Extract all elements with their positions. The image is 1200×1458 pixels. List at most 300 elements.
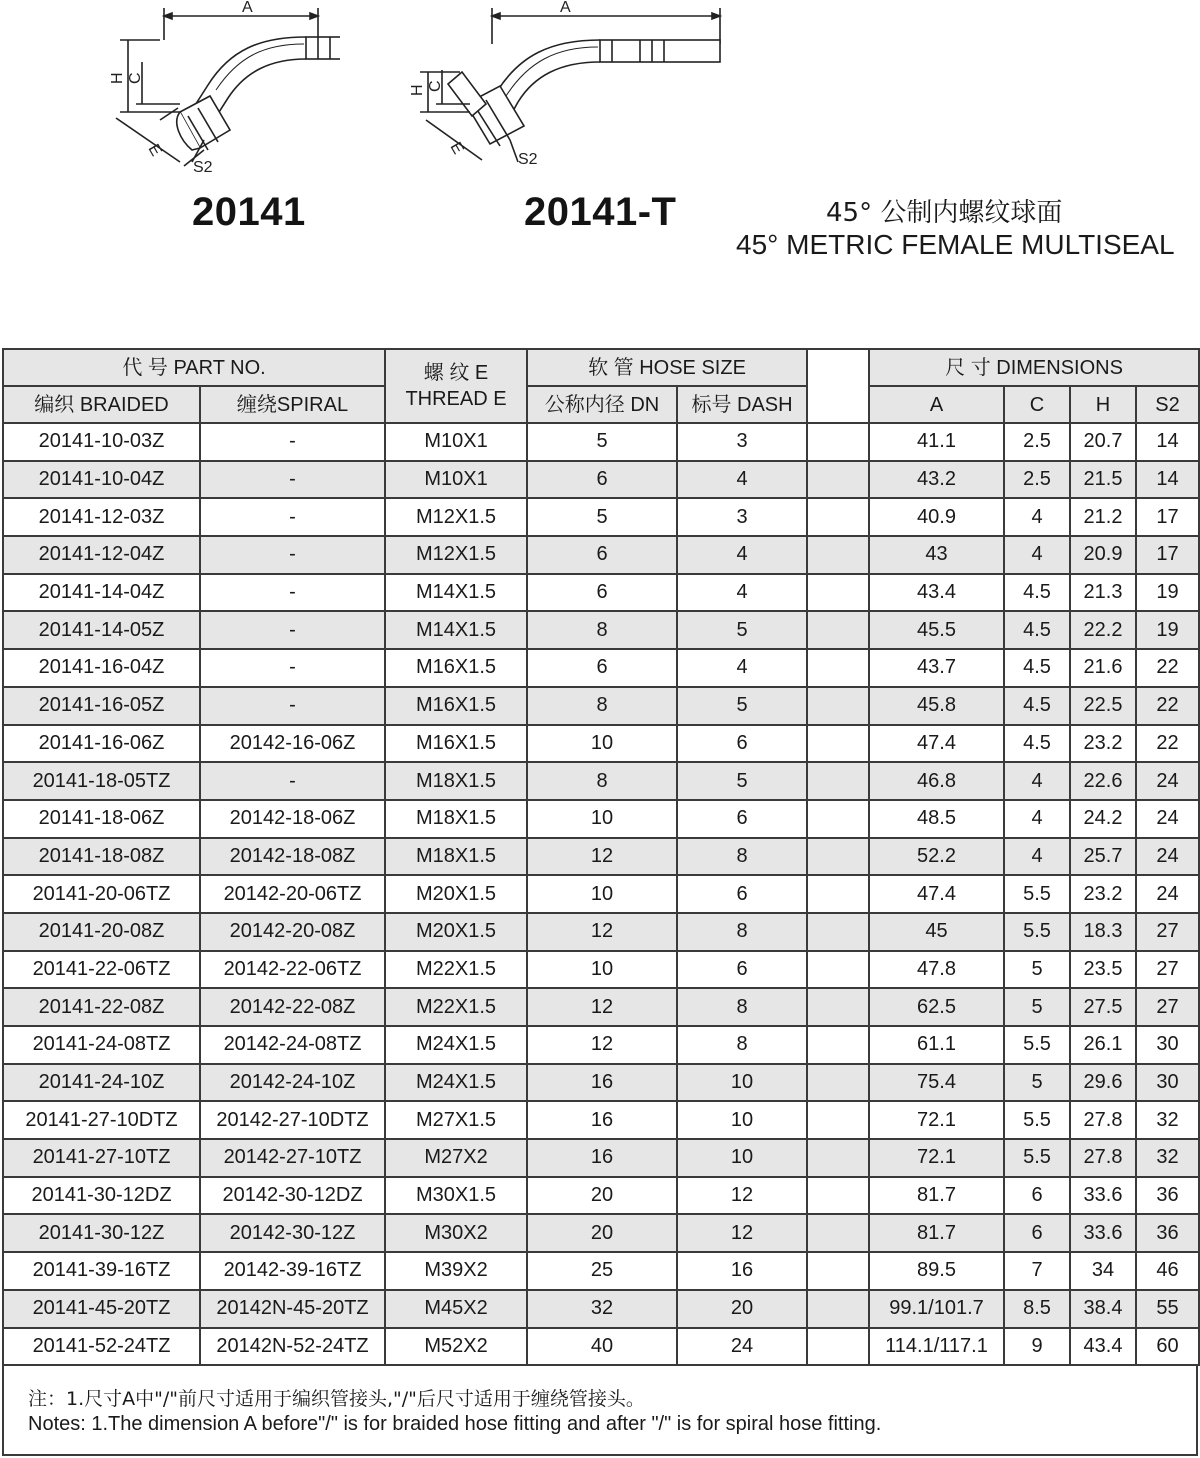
cell-h: 22.5	[1070, 687, 1136, 725]
cell-dn: 16	[527, 1139, 677, 1177]
cell-dash: 5	[677, 687, 807, 725]
cell-spiral: 20142N-52-24TZ	[200, 1328, 385, 1366]
cell-thread: M52X2	[385, 1328, 527, 1366]
spec-table	[2, 348, 1200, 1366]
cell-spiral: 20142-18-08Z	[200, 838, 385, 876]
table-row	[3, 1290, 1199, 1328]
cell-dash: 4	[677, 461, 807, 499]
cell-dn: 8	[527, 611, 677, 649]
cell-braided: 20141-18-05TZ	[3, 762, 200, 800]
cell-h: 21.2	[1070, 498, 1136, 536]
cell-dash: 24	[677, 1328, 807, 1366]
cell-dn: 16	[527, 1101, 677, 1139]
table-row	[3, 536, 1199, 574]
fitting-drawing-20141	[80, 0, 340, 185]
header-dimensions: 尺 寸 DIMENSIONS	[869, 349, 1199, 386]
cell-c: 4	[1004, 498, 1070, 536]
cell-c: 8.5	[1004, 1290, 1070, 1328]
cell-s2: 17	[1136, 536, 1199, 574]
cell-spiral: -	[200, 461, 385, 499]
dim-label-c: C	[127, 72, 144, 84]
cell-c: 5.5	[1004, 1101, 1070, 1139]
table-row	[3, 1252, 1199, 1290]
cell-thread: M24X1.5	[385, 1026, 527, 1064]
header-dash: 标号 DASH	[677, 386, 807, 423]
table-row	[3, 951, 1199, 989]
cell-braided: 20141-20-08Z	[3, 913, 200, 951]
blank-cell	[807, 574, 869, 612]
cell-braided: 20141-16-06Z	[3, 725, 200, 763]
dim-label-a: A	[560, 0, 571, 16]
cell-a: 43.7	[869, 649, 1004, 687]
cell-dash: 5	[677, 762, 807, 800]
cell-a: 89.5	[869, 1252, 1004, 1290]
blank-cell	[807, 498, 869, 536]
cell-spiral: 20142-16-06Z	[200, 725, 385, 763]
dim-label-c: C	[427, 80, 444, 92]
cell-s2: 22	[1136, 725, 1199, 763]
cell-c: 4.5	[1004, 611, 1070, 649]
cell-a: 41.1	[869, 423, 1004, 461]
blank-cell	[807, 838, 869, 876]
cell-s2: 55	[1136, 1290, 1199, 1328]
cell-thread: M20X1.5	[385, 875, 527, 913]
table-row	[3, 762, 1199, 800]
cell-dn: 5	[527, 423, 677, 461]
cell-h: 38.4	[1070, 1290, 1136, 1328]
cell-braided: 20141-10-03Z	[3, 423, 200, 461]
cell-spiral: -	[200, 687, 385, 725]
blank-cell	[807, 423, 869, 461]
dim-label-h: H	[109, 72, 126, 84]
cell-h: 21.6	[1070, 649, 1136, 687]
cell-a: 47.8	[869, 951, 1004, 989]
cell-braided: 20141-24-10Z	[3, 1064, 200, 1102]
cell-dash: 3	[677, 498, 807, 536]
dim-label-e: E	[446, 139, 467, 158]
cell-h: 22.6	[1070, 762, 1136, 800]
table-row	[3, 1101, 1199, 1139]
cell-spiral: -	[200, 498, 385, 536]
table-row	[3, 1214, 1199, 1252]
cell-thread: M14X1.5	[385, 611, 527, 649]
cell-a: 81.7	[869, 1214, 1004, 1252]
cell-dash: 20	[677, 1290, 807, 1328]
cell-dash: 16	[677, 1252, 807, 1290]
cell-thread: M39X2	[385, 1252, 527, 1290]
cell-s2: 32	[1136, 1139, 1199, 1177]
cell-braided: 20141-16-05Z	[3, 687, 200, 725]
cell-s2: 60	[1136, 1328, 1199, 1366]
cell-s2: 22	[1136, 649, 1199, 687]
blank-cell	[807, 725, 869, 763]
table-row	[3, 800, 1199, 838]
cell-dash: 4	[677, 536, 807, 574]
cell-s2: 30	[1136, 1064, 1199, 1102]
blank-cell	[807, 461, 869, 499]
cell-a: 75.4	[869, 1064, 1004, 1102]
cell-dn: 6	[527, 574, 677, 612]
blank-cell	[807, 951, 869, 989]
cell-dn: 12	[527, 838, 677, 876]
cell-c: 4	[1004, 536, 1070, 574]
cell-s2: 36	[1136, 1177, 1199, 1215]
cell-thread: M10X1	[385, 461, 527, 499]
cell-a: 47.4	[869, 725, 1004, 763]
header-spiral: 缠绕SPIRAL	[200, 386, 385, 423]
table-row	[3, 1064, 1199, 1102]
cell-h: 27.5	[1070, 988, 1136, 1026]
blank-cell	[807, 611, 869, 649]
cell-spiral: 20142-20-06TZ	[200, 875, 385, 913]
dim-label-s2: S2	[193, 159, 213, 176]
cell-dn: 20	[527, 1177, 677, 1215]
cell-thread: M20X1.5	[385, 913, 527, 951]
cell-dash: 8	[677, 913, 807, 951]
cell-thread: M27X2	[385, 1139, 527, 1177]
blank-cell	[807, 913, 869, 951]
cell-h: 29.6	[1070, 1064, 1136, 1102]
cell-dash: 8	[677, 988, 807, 1026]
cell-h: 20.9	[1070, 536, 1136, 574]
cell-a: 52.2	[869, 838, 1004, 876]
header-dn: 公称内径 DN	[527, 386, 677, 423]
table-row	[3, 1026, 1199, 1064]
cell-thread: M45X2	[385, 1290, 527, 1328]
cell-a: 81.7	[869, 1177, 1004, 1215]
cell-c: 6	[1004, 1214, 1070, 1252]
cell-dash: 12	[677, 1214, 807, 1252]
cell-c: 4	[1004, 800, 1070, 838]
cell-dash: 12	[677, 1177, 807, 1215]
cell-s2: 14	[1136, 461, 1199, 499]
blank-cell	[807, 800, 869, 838]
cell-spiral: -	[200, 423, 385, 461]
cell-dash: 6	[677, 800, 807, 838]
cell-dn: 8	[527, 762, 677, 800]
cell-h: 34	[1070, 1252, 1136, 1290]
cell-s2: 27	[1136, 913, 1199, 951]
cell-s2: 14	[1136, 423, 1199, 461]
cell-c: 5.5	[1004, 1026, 1070, 1064]
cell-spiral: 20142-24-10Z	[200, 1064, 385, 1102]
fitting-drawing-20141-t	[400, 0, 730, 185]
cell-c: 2.5	[1004, 423, 1070, 461]
cell-h: 26.1	[1070, 1026, 1136, 1064]
blank-cell	[807, 1214, 869, 1252]
cell-h: 33.6	[1070, 1214, 1136, 1252]
cell-spiral: 20142-27-10TZ	[200, 1139, 385, 1177]
cell-braided: 20141-22-06TZ	[3, 951, 200, 989]
cell-dn: 12	[527, 988, 677, 1026]
cell-h: 25.7	[1070, 838, 1136, 876]
blank-cell	[807, 988, 869, 1026]
cell-thread: M18X1.5	[385, 800, 527, 838]
cell-dash: 4	[677, 574, 807, 612]
blank-cell	[807, 1064, 869, 1102]
cell-h: 20.7	[1070, 423, 1136, 461]
blank-cell	[807, 1101, 869, 1139]
cell-braided: 20141-12-03Z	[3, 498, 200, 536]
cell-thread: M12X1.5	[385, 498, 527, 536]
blank-cell	[807, 1177, 869, 1215]
cell-dn: 32	[527, 1290, 677, 1328]
cell-h: 24.2	[1070, 800, 1136, 838]
table-row	[3, 687, 1199, 725]
cell-dash: 8	[677, 1026, 807, 1064]
header-braided: 编织 BRAIDED	[3, 386, 200, 423]
header-thread-en: THREAD E	[405, 388, 507, 410]
cell-c: 9	[1004, 1328, 1070, 1366]
cell-spiral: 20142-22-06TZ	[200, 951, 385, 989]
cell-s2: 30	[1136, 1026, 1199, 1064]
cell-braided: 20141-39-16TZ	[3, 1252, 200, 1290]
note-en: Notes: 1.The dimension A before"/" is for braided hose fitting and after "/" is for spiral hose fitting.	[28, 1413, 882, 1435]
table-row	[3, 988, 1199, 1026]
cell-thread: M10X1	[385, 423, 527, 461]
table-row	[3, 611, 1199, 649]
cell-c: 4.5	[1004, 687, 1070, 725]
blank-cell	[807, 875, 869, 913]
cell-s2: 36	[1136, 1214, 1199, 1252]
cell-c: 5.5	[1004, 913, 1070, 951]
cell-a: 46.8	[869, 762, 1004, 800]
cell-a: 43.4	[869, 574, 1004, 612]
cell-dn: 6	[527, 461, 677, 499]
blank-cell	[807, 687, 869, 725]
dim-label-s2: S2	[518, 151, 538, 168]
cell-dn: 5	[527, 498, 677, 536]
cell-dash: 4	[677, 649, 807, 687]
cell-dn: 10	[527, 875, 677, 913]
cell-h: 27.8	[1070, 1139, 1136, 1177]
cell-spiral: -	[200, 536, 385, 574]
cell-s2: 17	[1136, 498, 1199, 536]
cell-h: 21.5	[1070, 461, 1136, 499]
header-blank	[807, 349, 869, 423]
cell-thread: M30X1.5	[385, 1177, 527, 1215]
table-row	[3, 1177, 1199, 1215]
cell-h: 33.6	[1070, 1177, 1136, 1215]
cell-s2: 27	[1136, 988, 1199, 1026]
cell-a: 45.8	[869, 687, 1004, 725]
cell-thread: M16X1.5	[385, 725, 527, 763]
cell-spiral: 20142-30-12DZ	[200, 1177, 385, 1215]
cell-a: 40.9	[869, 498, 1004, 536]
cell-c: 4.5	[1004, 649, 1070, 687]
cell-a: 43	[869, 536, 1004, 574]
blank-cell	[807, 1328, 869, 1366]
product-title-en: 45° METRIC FEMALE MULTISEAL	[736, 229, 1175, 260]
header-h: H	[1070, 386, 1136, 423]
cell-a: 45.5	[869, 611, 1004, 649]
cell-dash: 10	[677, 1101, 807, 1139]
cell-dash: 10	[677, 1064, 807, 1102]
header-s2: S2	[1136, 386, 1199, 423]
product-title-cn: 45° 公制内螺纹球面	[826, 198, 1063, 228]
cell-spiral: 20142-20-08Z	[200, 913, 385, 951]
cell-spiral: -	[200, 649, 385, 687]
cell-h: 27.8	[1070, 1101, 1136, 1139]
cell-a: 114.1/117.1	[869, 1328, 1004, 1366]
table-row	[3, 913, 1199, 951]
header-part-no: 代 号 PART NO.	[3, 349, 385, 386]
cell-dash: 5	[677, 611, 807, 649]
cell-c: 4	[1004, 838, 1070, 876]
cell-dn: 20	[527, 1214, 677, 1252]
cell-braided: 20141-52-24TZ	[3, 1328, 200, 1366]
cell-braided: 20141-10-04Z	[3, 461, 200, 499]
blank-cell	[807, 1139, 869, 1177]
model-number-20141: 20141	[192, 190, 306, 234]
cell-braided: 20141-14-05Z	[3, 611, 200, 649]
cell-a: 47.4	[869, 875, 1004, 913]
cell-braided: 20141-18-06Z	[3, 800, 200, 838]
table-row	[3, 875, 1199, 913]
cell-s2: 24	[1136, 762, 1199, 800]
cell-braided: 20141-14-04Z	[3, 574, 200, 612]
cell-spiral: 20142-24-08TZ	[200, 1026, 385, 1064]
cell-s2: 46	[1136, 1252, 1199, 1290]
cell-a: 43.2	[869, 461, 1004, 499]
cell-spiral: 20142-22-08Z	[200, 988, 385, 1026]
cell-c: 5.5	[1004, 875, 1070, 913]
cell-h: 22.2	[1070, 611, 1136, 649]
header-c: C	[1004, 386, 1070, 423]
table-row	[3, 498, 1199, 536]
cell-spiral: 20142-18-06Z	[200, 800, 385, 838]
cell-spiral: 20142-30-12Z	[200, 1214, 385, 1252]
cell-thread: M22X1.5	[385, 951, 527, 989]
cell-thread: M27X1.5	[385, 1101, 527, 1139]
cell-a: 61.1	[869, 1026, 1004, 1064]
cell-dn: 10	[527, 800, 677, 838]
cell-thread: M16X1.5	[385, 649, 527, 687]
dim-label-e: E	[144, 141, 165, 160]
model-number-20141-t: 20141-T	[524, 190, 677, 234]
cell-c: 5.5	[1004, 1139, 1070, 1177]
notes-box	[2, 1366, 1198, 1456]
spec-table-body	[3, 423, 1199, 1365]
cell-s2: 19	[1136, 574, 1199, 612]
table-row	[3, 1139, 1199, 1177]
cell-thread: M18X1.5	[385, 838, 527, 876]
blank-cell	[807, 762, 869, 800]
cell-a: 45	[869, 913, 1004, 951]
cell-dash: 6	[677, 725, 807, 763]
cell-h: 23.2	[1070, 875, 1136, 913]
cell-dash: 10	[677, 1139, 807, 1177]
cell-braided: 20141-16-04Z	[3, 649, 200, 687]
cell-h: 23.5	[1070, 951, 1136, 989]
cell-s2: 32	[1136, 1101, 1199, 1139]
blank-cell	[807, 1026, 869, 1064]
cell-a: 72.1	[869, 1139, 1004, 1177]
cell-dn: 25	[527, 1252, 677, 1290]
header-thread-cn: 螺 纹 E	[423, 362, 489, 384]
cell-a: 62.5	[869, 988, 1004, 1026]
cell-dn: 6	[527, 536, 677, 574]
cell-dash: 6	[677, 951, 807, 989]
table-row	[3, 574, 1199, 612]
cell-thread: M22X1.5	[385, 988, 527, 1026]
cell-braided: 20141-27-10DTZ	[3, 1101, 200, 1139]
header-hose-size: 软 管 HOSE SIZE	[527, 349, 807, 386]
cell-c: 5	[1004, 1064, 1070, 1102]
cell-a: 99.1/101.7	[869, 1290, 1004, 1328]
cell-h: 43.4	[1070, 1328, 1136, 1366]
cell-thread: M18X1.5	[385, 762, 527, 800]
cell-c: 4.5	[1004, 725, 1070, 763]
blank-cell	[807, 1290, 869, 1328]
cell-braided: 20141-24-08TZ	[3, 1026, 200, 1064]
cell-spiral: -	[200, 574, 385, 612]
cell-dn: 12	[527, 1026, 677, 1064]
cell-thread: M14X1.5	[385, 574, 527, 612]
note-cn: 注：1.尺寸A中"/"前尺寸适用于编织管接头,"/"后尺寸适用于缠绕管接头。	[28, 1388, 645, 1410]
cell-braided: 20141-30-12Z	[3, 1214, 200, 1252]
cell-s2: 24	[1136, 838, 1199, 876]
cell-dash: 3	[677, 423, 807, 461]
cell-s2: 19	[1136, 611, 1199, 649]
cell-c: 4	[1004, 762, 1070, 800]
cell-c: 7	[1004, 1252, 1070, 1290]
cell-spiral: 20142-27-10DTZ	[200, 1101, 385, 1139]
dim-label-h: H	[409, 84, 426, 96]
table-row	[3, 649, 1199, 687]
table-row	[3, 725, 1199, 763]
cell-dn: 40	[527, 1328, 677, 1366]
cell-a: 72.1	[869, 1101, 1004, 1139]
blank-cell	[807, 1252, 869, 1290]
cell-dn: 6	[527, 649, 677, 687]
cell-braided: 20141-45-20TZ	[3, 1290, 200, 1328]
cell-dash: 8	[677, 838, 807, 876]
cell-braided: 20141-22-08Z	[3, 988, 200, 1026]
blank-cell	[807, 649, 869, 687]
cell-c: 4.5	[1004, 574, 1070, 612]
cell-spiral: 20142N-45-20TZ	[200, 1290, 385, 1328]
cell-a: 48.5	[869, 800, 1004, 838]
cell-s2: 22	[1136, 687, 1199, 725]
table-row	[3, 838, 1199, 876]
cell-thread: M24X1.5	[385, 1064, 527, 1102]
cell-h: 18.3	[1070, 913, 1136, 951]
dim-label-a: A	[242, 0, 253, 16]
header-a: A	[869, 386, 1004, 423]
table-row	[3, 423, 1199, 461]
cell-braided: 20141-27-10TZ	[3, 1139, 200, 1177]
cell-s2: 24	[1136, 800, 1199, 838]
cell-dn: 16	[527, 1064, 677, 1102]
table-row	[3, 1328, 1199, 1366]
cell-s2: 27	[1136, 951, 1199, 989]
cell-h: 21.3	[1070, 574, 1136, 612]
cell-c: 5	[1004, 951, 1070, 989]
cell-dn: 12	[527, 913, 677, 951]
table-row	[3, 461, 1199, 499]
blank-cell	[807, 536, 869, 574]
cell-spiral: 20142-39-16TZ	[200, 1252, 385, 1290]
header-thread	[385, 349, 527, 423]
cell-c: 6	[1004, 1177, 1070, 1215]
cell-spiral: -	[200, 762, 385, 800]
cell-dash: 6	[677, 875, 807, 913]
cell-spiral: -	[200, 611, 385, 649]
cell-dn: 8	[527, 687, 677, 725]
cell-thread: M16X1.5	[385, 687, 527, 725]
cell-h: 23.2	[1070, 725, 1136, 763]
